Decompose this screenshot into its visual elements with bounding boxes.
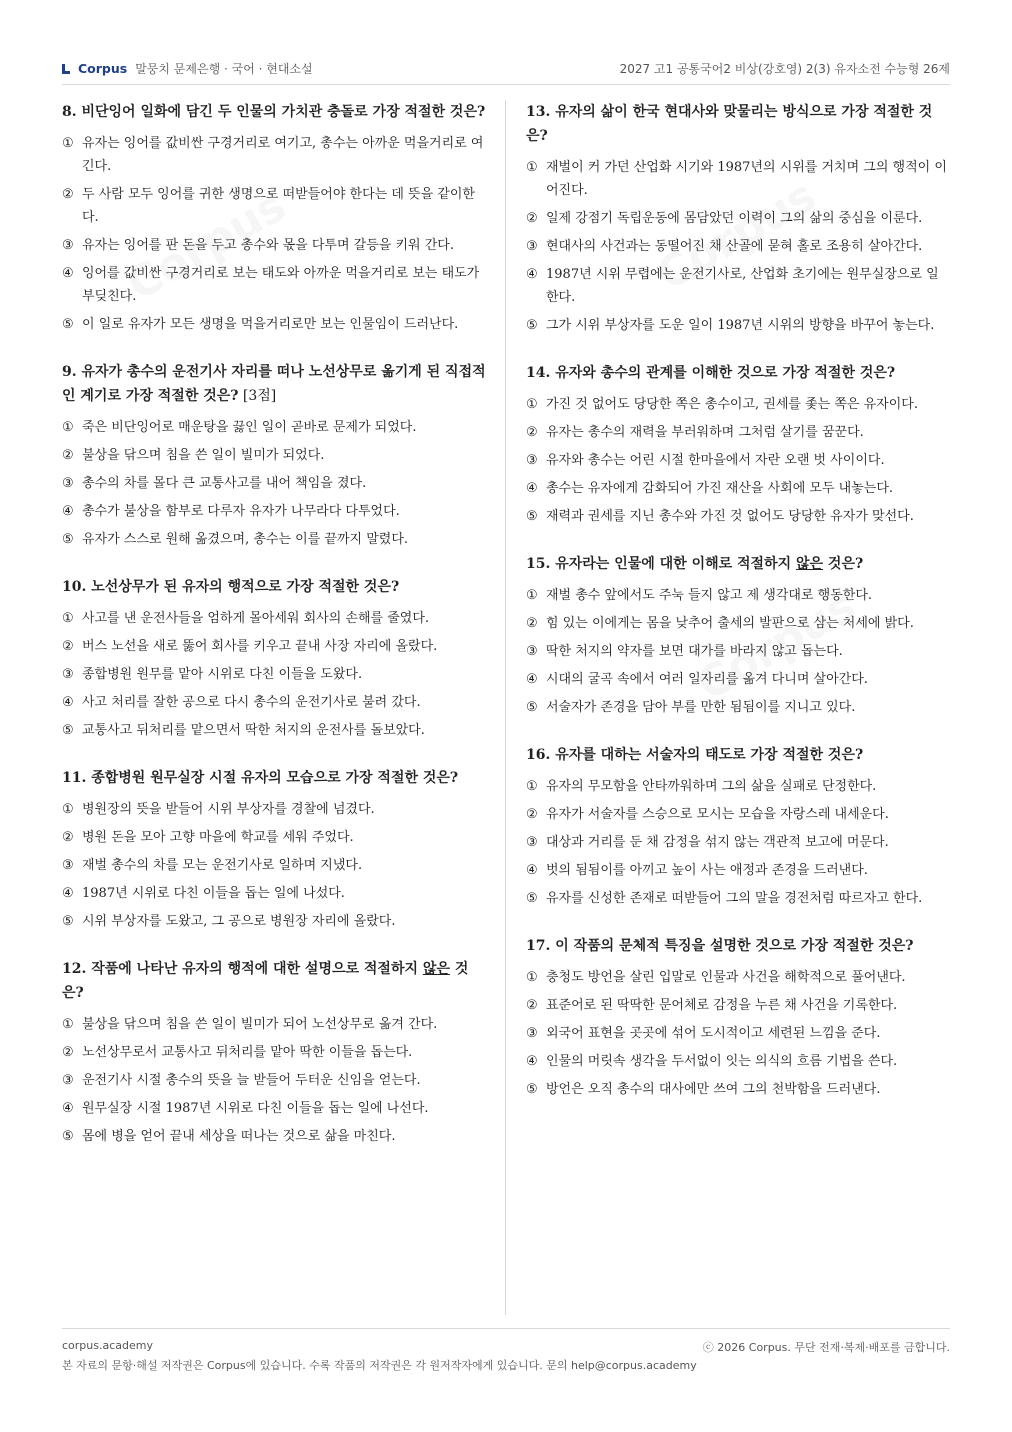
answer-option[interactable]: [526, 1078, 950, 1101]
answer-option[interactable]: [526, 156, 950, 202]
option-text: 외국어 표현을 곳곳에 섞어 도시적이고 세련된 느낌을 준다.: [546, 1026, 881, 1041]
option-text: 충청도 방언을 살린 입말로 인물과 사건을 해학적으로 풀어낸다.: [546, 970, 906, 985]
answer-option[interactable]: [526, 1022, 950, 1045]
header-left: [62, 60, 313, 77]
question-block: [62, 100, 490, 336]
question-title: [62, 766, 490, 790]
answer-option[interactable]: [62, 262, 490, 308]
answer-option[interactable]: [62, 1125, 490, 1148]
page-header: [62, 56, 950, 85]
option-text: 서술자가 존경을 담아 부를 만한 됨됨이를 지니고 있다.: [546, 700, 856, 715]
answer-option[interactable]: [62, 528, 490, 551]
option-number: ②: [62, 448, 74, 463]
answer-option[interactable]: [62, 1097, 490, 1120]
option-number: ②: [526, 807, 538, 822]
answer-option[interactable]: [62, 1041, 490, 1064]
answer-option[interactable]: [526, 966, 950, 989]
option-text: 교통사고 뒤처리를 맡으면서 딱한 처지의 운전사를 돌보았다.: [82, 723, 425, 738]
option-text: 두 사람 모두 잉어를 귀한 생명으로 떠받들어야 한다는 데 뜻을 같이한다.: [82, 187, 475, 225]
option-text: 대상과 거리를 둔 채 감정을 섞지 않는 객관적 보고에 머문다.: [546, 835, 889, 850]
answer-option[interactable]: [62, 416, 490, 439]
option-number: ②: [526, 425, 538, 440]
option-text: 재벌이 커 가던 산업화 시기와 1987년의 시위를 거치며 그의 행적이 이어진다.: [546, 160, 947, 198]
corpus-logo-icon: [62, 64, 70, 74]
option-number: ①: [526, 397, 538, 412]
answer-option[interactable]: [526, 994, 950, 1017]
option-text: 유자를 신성한 존재로 떠받들어 그의 말을 경전처럼 따르자고 한다.: [546, 891, 923, 906]
option-text: 사고 처리를 잘한 공으로 다시 총수의 운전기사로 불려 갔다.: [82, 695, 421, 710]
option-number: ③: [526, 644, 538, 659]
option-text: 죽은 비단잉어로 매운탕을 끓인 일이 곧바로 문제가 되었다.: [82, 420, 417, 435]
option-text: 총수의 차를 몰다 큰 교통사고를 내어 책임을 졌다.: [82, 476, 367, 491]
option-number: ④: [62, 886, 74, 901]
answer-option[interactable]: [526, 668, 950, 691]
option-number: ②: [62, 1045, 74, 1060]
answer-option[interactable]: [62, 1013, 490, 1036]
option-text: 벗의 됨됨이를 아끼고 높이 사는 애정과 존경을 드러낸다.: [546, 863, 868, 878]
answer-option[interactable]: [62, 607, 490, 630]
option-text: 1987년 시위 무렵에는 운전기사로, 산업화 초기에는 원무실장으로 일한다.: [546, 267, 939, 305]
answer-option[interactable]: [62, 691, 490, 714]
option-text: 힘 있는 이에게는 몸을 낮추어 출세의 발판으로 삼는 처세에 밝다.: [546, 616, 914, 631]
question-title-text: 15. 유자라는 인물에 대한 이해로 적절하지: [526, 556, 796, 572]
answer-option[interactable]: [62, 854, 490, 877]
question-block: [526, 552, 950, 719]
question-block: [526, 743, 950, 910]
option-number: ④: [526, 863, 538, 878]
column-divider: [505, 100, 506, 1315]
option-text: 유자가 서술자를 스승으로 모시는 모습을 자랑스레 내세운다.: [546, 807, 889, 822]
option-number: ①: [62, 1017, 74, 1032]
option-text: 가진 것 없어도 당당한 쪽은 총수이고, 권세를 좇는 쪽은 유자이다.: [546, 397, 918, 412]
option-text: 사고를 낸 운전사들을 엄하게 몰아세워 회사의 손해를 줄였다.: [82, 611, 430, 626]
question-title: [526, 100, 950, 148]
option-number: ④: [526, 267, 538, 282]
question-title: [526, 552, 950, 576]
question-block: [62, 575, 490, 742]
option-number: ②: [62, 830, 74, 845]
answer-option[interactable]: [62, 500, 490, 523]
page-footer: [62, 1328, 950, 1373]
question-block: [62, 360, 490, 551]
left-column: [62, 100, 490, 1172]
question-block: [526, 100, 950, 337]
answer-option[interactable]: [62, 234, 490, 257]
option-number: ⑤: [526, 318, 538, 333]
option-number: ④: [62, 266, 74, 281]
option-text: 총수가 불상을 함부로 다루자 유자가 나무라다 다투었다.: [82, 504, 400, 519]
option-number: ③: [526, 835, 538, 850]
question-block: [526, 361, 950, 528]
answer-option[interactable]: [62, 313, 490, 336]
option-text: 재벌 총수 앞에서도 주눅 들지 않고 제 생각대로 행동한다.: [546, 588, 873, 603]
answer-option[interactable]: [62, 635, 490, 658]
option-number: ②: [526, 616, 538, 631]
option-text: 유자는 잉어를 값비싼 구경거리로 여기고, 총수는 아까운 먹을거리로 여긴다.: [82, 136, 484, 174]
question-title-text: 것은?: [62, 961, 469, 1001]
option-number: ⑤: [526, 891, 538, 906]
answer-option[interactable]: [526, 263, 950, 309]
question-title-text: 11. 종합병원 원무실장 시절 유자의 모습으로 가장 적절한 것은?: [62, 770, 459, 786]
header-exam-title: 2027 고1 공통국어2 비상(강호영) 2(3) 유자소전 수능형 26제: [619, 62, 950, 76]
option-text: 현대사의 사건과는 동떨어진 채 산골에 묻혀 홀로 조용히 살아간다.: [546, 239, 923, 254]
option-number: ③: [526, 239, 538, 254]
question-title-text: 17. 이 작품의 문체적 특징을 설명한 것으로 가장 적절한 것은?: [526, 938, 914, 954]
answer-option[interactable]: [526, 640, 950, 663]
question-block: [62, 766, 490, 933]
question-title-text: 16. 유자를 대하는 서술자의 태도로 가장 적절한 것은?: [526, 747, 864, 763]
footer-site: corpus.academy: [62, 1339, 153, 1352]
answer-option[interactable]: [62, 719, 490, 742]
answer-option[interactable]: [526, 696, 950, 719]
question-title-text: 10. 노선상무가 된 유자의 행적으로 가장 적절한 것은?: [62, 579, 400, 595]
answer-option[interactable]: [526, 775, 950, 798]
option-number: ①: [526, 779, 538, 794]
option-number: ①: [62, 611, 74, 626]
answer-option[interactable]: [62, 910, 490, 933]
answer-option[interactable]: [526, 235, 950, 258]
option-number: ⑤: [62, 532, 74, 547]
footer-copyright: ⓒ 2026 Corpus. 무단 전재·복제·배포를 금합니다.: [702, 1341, 950, 1354]
answer-option[interactable]: [526, 314, 950, 337]
answer-option[interactable]: [526, 859, 950, 882]
question-title: [526, 361, 950, 385]
option-number: ⑤: [526, 700, 538, 715]
answer-option[interactable]: [526, 505, 950, 528]
question-title-text: 12. 작품에 나타난 유자의 행적에 대한 설명으로 적절하지: [62, 961, 423, 977]
question-title: [62, 575, 490, 599]
option-number: ①: [526, 588, 538, 603]
brand-name: Corpus: [78, 61, 128, 76]
answer-option[interactable]: [526, 612, 950, 635]
option-text: 시위 부상자를 도왔고, 그 공으로 병원장 자리에 올랐다.: [82, 914, 396, 929]
option-text: 유자와 총수는 어린 시절 한마을에서 자란 오랜 벗 사이이다.: [546, 453, 885, 468]
question-title-text: 8. 비단잉어 일화에 담긴 두 인물의 가치관 충돌로 가장 적절한 것은?: [62, 104, 486, 120]
option-text: 몸에 병을 얻어 끝내 세상을 떠나는 것으로 삶을 마친다.: [82, 1129, 396, 1144]
question-block: [526, 934, 950, 1101]
option-text: 그가 시위 부상자를 도운 일이 1987년 시위의 방향을 바꾸어 놓는다.: [546, 318, 935, 333]
option-number: ③: [526, 1026, 538, 1041]
answer-option[interactable]: [62, 1069, 490, 1092]
option-text: 운전기사 시절 총수의 뜻을 늘 받들어 두터운 신임을 얻는다.: [82, 1073, 421, 1088]
question-block: [62, 957, 490, 1148]
answer-option[interactable]: [62, 183, 490, 229]
right-column: [526, 100, 950, 1125]
answer-option[interactable]: [62, 798, 490, 821]
answer-option[interactable]: [62, 663, 490, 686]
answer-option[interactable]: [62, 132, 490, 178]
option-text: 불상을 닦으며 침을 쓴 일이 빌미가 되어 노선상무로 옮겨 간다.: [82, 1017, 438, 1032]
option-text: 종합병원 원무를 맡아 시위로 다친 이들을 도왔다.: [82, 667, 363, 682]
option-number: ④: [62, 504, 74, 519]
question-title: [62, 360, 490, 408]
question-title-text: 것은?: [823, 556, 864, 572]
answer-option[interactable]: [526, 477, 950, 500]
question-points: [3점]: [238, 388, 277, 404]
option-number: ③: [62, 1073, 74, 1088]
option-number: ④: [62, 695, 74, 710]
answer-option[interactable]: [526, 887, 950, 910]
option-number: ①: [62, 420, 74, 435]
option-number: ①: [62, 802, 74, 817]
option-number: ①: [526, 970, 538, 985]
option-number: ⑤: [62, 317, 74, 332]
option-text: 표준어로 된 딱딱한 문어체로 감정을 누른 채 사건을 기록한다.: [546, 998, 898, 1013]
question-title-text: 9. 유자가 총수의 운전기사 자리를 떠나 노선상무로 옮기게 된 직접적인 계기로 가장 적절한 것은?: [62, 364, 486, 404]
question-title: [62, 100, 490, 124]
option-number: ④: [62, 1101, 74, 1116]
option-text: 유자는 잉어를 판 돈을 두고 총수와 몫을 다투며 갈등을 키워 간다.: [82, 238, 454, 253]
answer-option[interactable]: [62, 882, 490, 905]
option-text: 버스 노선을 새로 뚫어 회사를 키우고 끝내 사장 자리에 올랐다.: [82, 639, 438, 654]
option-text: 이 일로 유자가 모든 생명을 먹을거리로만 보는 인물임이 드러난다.: [82, 317, 459, 332]
option-number: ④: [526, 481, 538, 496]
option-text: 딱한 처지의 약자를 보면 대가를 바라지 않고 돕는다.: [546, 644, 843, 659]
answer-option[interactable]: [526, 207, 950, 230]
question-title-text: 13. 유자의 삶이 한국 현대사와 맞물리는 방식으로 가장 적절한 것은?: [526, 104, 933, 144]
answer-option[interactable]: [526, 449, 950, 472]
option-number: ⑤: [526, 509, 538, 524]
option-number: ③: [526, 453, 538, 468]
question-title: [62, 957, 490, 1005]
option-text: 일제 강점기 독립운동에 몸담았던 이력이 그의 삶의 중심을 이룬다.: [546, 211, 923, 226]
header-subtitle: 말뭉치 문제은행 · 국어 · 현대소설: [135, 62, 313, 76]
option-number: ⑤: [62, 1129, 74, 1144]
option-text: 노선상무로서 교통사고 뒤처리를 맡아 딱한 이들을 돕는다.: [82, 1045, 413, 1060]
answer-option[interactable]: [62, 472, 490, 495]
option-number: ④: [526, 672, 538, 687]
option-text: 불상을 닦으며 침을 쓴 일이 빌미가 되었다.: [82, 448, 325, 463]
option-number: ②: [62, 187, 74, 202]
option-number: ③: [62, 667, 74, 682]
question-title-emphasis: 않은: [795, 556, 824, 572]
option-number: ③: [62, 476, 74, 491]
option-number: ②: [62, 639, 74, 654]
answer-option[interactable]: [62, 444, 490, 467]
option-text: 재벌 총수의 차를 모는 운전기사로 일하며 지냈다.: [82, 858, 363, 873]
option-number: ⑤: [62, 723, 74, 738]
option-text: 방언은 오직 총수의 대사에만 쓰여 그의 천박함을 드러낸다.: [546, 1082, 881, 1097]
answer-option[interactable]: [62, 826, 490, 849]
answer-option[interactable]: [526, 393, 950, 416]
option-number: ②: [526, 998, 538, 1013]
option-text: 병원장의 뜻을 받들어 시위 부상자를 경찰에 넘겼다.: [82, 802, 375, 817]
option-text: 인물의 머릿속 생각을 두서없이 잇는 의식의 흐름 기법을 쓴다.: [546, 1054, 898, 1069]
question-title: [526, 743, 950, 767]
option-number: ④: [526, 1054, 538, 1069]
option-number: ⑤: [526, 1082, 538, 1097]
option-number: ②: [526, 211, 538, 226]
option-text: 유자가 스스로 원해 옮겼으며, 총수는 이를 끝까지 말렸다.: [82, 532, 409, 547]
option-text: 원무실장 시절 1987년 시위로 다친 이들을 돕는 일에 나선다.: [82, 1101, 429, 1116]
option-text: 시대의 굴곡 속에서 여러 일자리를 옮겨 다니며 살아간다.: [546, 672, 868, 687]
option-text: 유자는 총수의 재력을 부러워하며 그처럼 살기를 꿈꾼다.: [546, 425, 864, 440]
option-text: 재력과 권세를 지닌 총수와 가진 것 없어도 당당한 유자가 맞선다.: [546, 509, 914, 524]
option-number: ③: [62, 858, 74, 873]
option-number: ③: [62, 238, 74, 253]
question-title: [526, 934, 950, 958]
option-number: ①: [526, 160, 538, 175]
option-number: ⑤: [62, 914, 74, 929]
answer-option[interactable]: [526, 831, 950, 854]
answer-option[interactable]: [526, 803, 950, 826]
option-text: 유자의 무모함을 안타까워하며 그의 삶을 실패로 단정한다.: [546, 779, 877, 794]
footer-notice: 본 자료의 문항·해설 저작권은 Corpus에 있습니다. 수록 작품의 저작권은 각 원저작자에게 있습니다. 문의 help@corpus.academy: [62, 1359, 697, 1372]
option-text: 1987년 시위로 다친 이들을 돕는 일에 나섰다.: [82, 886, 345, 901]
question-title-emphasis: 않은: [422, 961, 450, 977]
question-title-text: 14. 유자와 총수의 관계를 이해한 것으로 가장 적절한 것은?: [526, 365, 896, 381]
option-text: 잉어를 값비싼 구경거리로 보는 태도와 아까운 먹을거리로 보는 태도가 부딪친다.: [82, 266, 480, 304]
answer-option[interactable]: [526, 421, 950, 444]
option-text: 병원 돈을 모아 고향 마을에 학교를 세워 주었다.: [82, 830, 354, 845]
option-text: 총수는 유자에게 감화되어 가진 재산을 사회에 모두 내놓는다.: [546, 481, 894, 496]
answer-option[interactable]: [526, 1050, 950, 1073]
option-number: ①: [62, 136, 74, 151]
answer-option[interactable]: [526, 584, 950, 607]
